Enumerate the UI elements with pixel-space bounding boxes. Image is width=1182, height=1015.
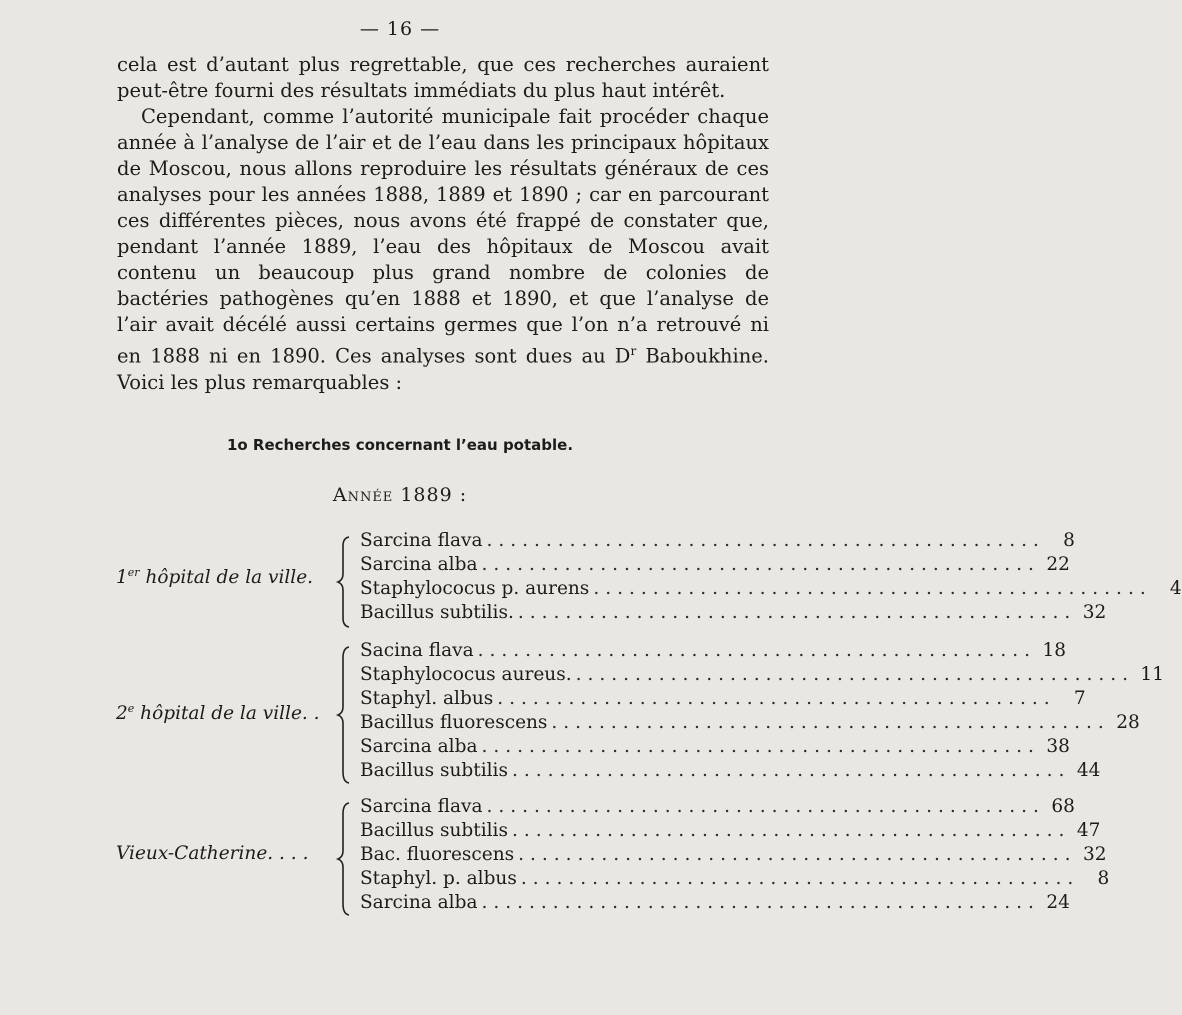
brace-icon <box>337 802 351 916</box>
organism-name: Sarcina alba <box>360 554 478 575</box>
organism-name: Staphylococus p. aurens <box>360 578 590 599</box>
table-row: Sarcina alba ............................................... 38 <box>360 736 1070 757</box>
table-row: Bacillus subtilis ............................................... 44 <box>360 760 1101 781</box>
paragraph-1: cela est d’autant plus regrettable, que ces recherches auraient peut-être fourni des résultats immédiats du plus haut intérêt. <box>117 53 769 102</box>
brace-icon <box>337 536 351 628</box>
colony-count: 28 <box>1116 712 1140 733</box>
table-row: Sarcina alba ............................................... 24 <box>360 892 1070 913</box>
group-label-rest: hôpital de la ville. <box>139 567 314 589</box>
organism-name: Bacillus fluorescens <box>360 712 548 733</box>
organism-name: Sarcina flava <box>360 530 483 551</box>
colony-count: 11 <box>1140 664 1164 685</box>
group-label-rest: hôpital de la ville. . <box>134 703 320 725</box>
colony-count: 47 <box>1076 820 1101 841</box>
table-row: Staphylococus aureus. ............................................... 11 <box>360 664 1164 685</box>
group-label <box>116 842 308 864</box>
organism-name: Bacillus subtilis <box>360 760 508 781</box>
group-label <box>116 566 313 588</box>
paragraph-2-text-end: Baboukhine. Voici les plus remarquables : <box>117 344 769 394</box>
group-label-main: 1 <box>116 567 128 589</box>
table-row: Sarcina flava ............................................... 68 <box>360 796 1075 817</box>
organism-name: Sacina flava <box>360 640 474 661</box>
organism-name: Sarcina flava <box>360 796 483 817</box>
organism-name: Bac. fluorescens <box>360 844 515 865</box>
colony-count: 24 <box>1046 892 1070 913</box>
colony-count: 38 <box>1046 736 1070 757</box>
group-label-main: Vieux-Catherine. . . . <box>116 843 309 865</box>
group-label-superscript: er <box>127 566 140 579</box>
group-label-superscript: e <box>127 702 135 715</box>
page-number: — 16 — <box>359 18 441 40</box>
hospital-group-3 <box>0 796 1110 918</box>
table-row: Sarcina flava ............................................... 8 <box>360 530 1075 551</box>
table-row: Staphylococus p. aurens ............................................... 4 <box>360 578 1182 599</box>
table-row: Bacillus subtilis ............................................... 47 <box>360 820 1101 841</box>
year-value: 1889 : <box>400 484 468 506</box>
table-row: Sacina flava ............................................... 18 <box>360 640 1067 661</box>
colony-count: 44 <box>1076 760 1101 781</box>
organism-name: Staphyl. p. albus <box>360 868 517 889</box>
table-row: Bacillus subtilis. ............................................... 32 <box>360 602 1107 623</box>
brace-icon <box>337 646 351 784</box>
group-label-main: 2 <box>116 703 128 725</box>
colony-count: 32 <box>1082 602 1107 623</box>
year-heading <box>0 484 800 506</box>
organism-name: Bacillus subtilis <box>360 820 508 841</box>
paragraph-2-text: Cependant, comme l’autorité municipale fait procéder chaque année à l’analyse de l’air et de l’eau dans les principaux hôpitaux de Moscou, nous allons reproduire les résultats généraux de ces analyses pour les années 1888, 1889 et 1890 ; car en parcourant ces différentes pièces, nous avons été frappé de constater que, pendant l’année 1889, l’eau des hôpitaux de Moscou avait contenu un beaucoup plus grand nombre de colonies de bactéries pathogènes qu’en 1888 et 1890, et que l’analyse de l’air avait décélé aussi certains germes que l’on n’a retrouvé ni en 1888 ni en 1890. Ces analyses sont dues au D <box>117 105 769 368</box>
hospital-group-2 <box>0 640 1164 786</box>
body-text <box>117 52 769 396</box>
table-row: Bac. fluorescens ............................................... 32 <box>360 844 1107 865</box>
organism-name: Staphyl. albus <box>360 688 494 709</box>
paragraph-2 <box>117 104 769 396</box>
colony-count: 32 <box>1083 844 1107 865</box>
colony-count: 22 <box>1046 554 1070 575</box>
organism-name: Sarcina alba <box>360 736 478 757</box>
year-label: Année <box>332 484 394 506</box>
table-row: Staphyl. p. albus ............................................... 8 <box>360 868 1110 889</box>
organism-name: Staphylococus aureus. <box>360 664 572 685</box>
group-label <box>116 702 320 724</box>
colony-count: 7 <box>1073 688 1086 709</box>
table-row: Sarcina alba ............................................... 22 <box>360 554 1070 575</box>
colony-count: 4 <box>1169 578 1182 599</box>
colony-count: 68 <box>1051 796 1075 817</box>
table-row: Staphyl. albus ............................................... 7 <box>360 688 1086 709</box>
colony-count: 18 <box>1042 640 1067 661</box>
organism-name: Sarcina alba <box>360 892 478 913</box>
colony-count: 8 <box>1063 530 1075 551</box>
hospital-group-1 <box>0 530 1182 630</box>
table-row: Bacillus fluorescens ............................................... 28 <box>360 712 1140 733</box>
organism-name: Bacillus subtilis. <box>360 602 514 623</box>
paragraph-2-superscript: r <box>630 344 637 358</box>
colony-count: 8 <box>1097 868 1110 889</box>
section-title: 1o Recherches concernant l’eau potable. <box>226 436 574 454</box>
